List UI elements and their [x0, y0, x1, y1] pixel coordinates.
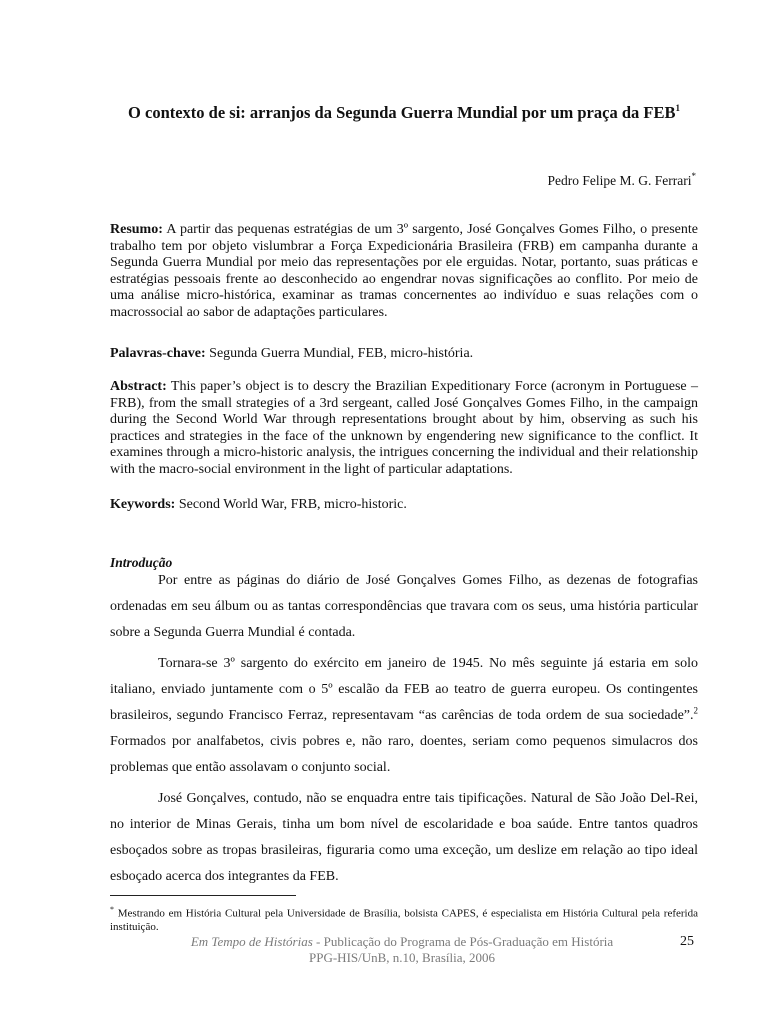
footnote-text: Mestrando em História Cultural pela Universidade de Brasília, bolsista CAPES, é especialista em História Cultural pela referida instituição.	[110, 907, 698, 933]
page-number: 25	[680, 934, 694, 949]
resumo-text: A partir das pequenas estratégias de um 3º sargento, José Gonçalves Gomes Filho, o presente trabalho tem por objeto vislumbrar a Força Expedicionária Brasileira (FRB) em campanha durante a Segunda Guerra Mundial por meio das representações por ele erguidas. Notar, portanto, suas práticas e estratégias pessoais frente ao desconhecido ao engendrar novas significações ao conflito. Por meio de uma análise micro-histórica, examinar as tramas concernentes ao indivíduo e suas relações com o macrossocial ao sabor de adaptações particulares.	[110, 222, 698, 320]
footnote-divider	[110, 895, 296, 896]
footer-line-1	[170, 934, 634, 950]
paragraph-3: José Gonçalves, contudo, não se enquadra entre tais tipificações. Natural de São João Del-Rei, no interior de Minas Gerais, tinha um bom nível de escolaridade e boa saúde. Entre tantos quadros esboçados sobre as tropas brasileiras, figuraria como uma exceção, um deslize em relação ao tipo ideal esboçado acerca dos integrantes da FEB.	[110, 791, 698, 884]
resumo-label: Resumo:	[110, 222, 163, 237]
page-footer	[170, 934, 634, 966]
abstract-text: This paper’s object is to descry the Brazilian Expeditionary Force (acronym in Portuguese – FRB), from the small strategies of a 3rd sergeant, called José Gonçalves Gomes Filho, in the campaign during the Second World War through representations brought about by him, observing as such his practices and strategies in the face of the unknown by engendering new significance to the conflict. It examines through a micro-historic analysis, the intrigues concerning the individual and their relationship with the macro-social environment in the light of particular adaptations.	[110, 379, 699, 477]
abstract-label: Abstract:	[110, 379, 167, 394]
palavras-chave-block	[110, 346, 698, 363]
author-name: Pedro Felipe M. G. Ferrari	[547, 173, 692, 188]
paragraph-2-text-b: Formados por analfabetos, civis pobres e, não raro, doentes, seriam como pequenos simulacros dos problemas que então assolavam o conjunto social.	[110, 734, 698, 775]
palavras-chave-label: Palavras-chave:	[110, 346, 206, 361]
footer-publication-text: - Publicação do Programa de Pós-Graduação em História	[312, 934, 614, 949]
footnote	[110, 903, 698, 934]
footnote-mark: *	[110, 905, 114, 914]
author-footnote-mark: *	[691, 170, 696, 181]
title-text: O contexto de si: arranjos da Segunda Guerra Mundial por um praça da FEB	[128, 103, 676, 122]
paragraph-2-text-a: Tornara-se 3º sargento do exército em janeiro de 1945. No mês seguinte já estaria em solo italiano, enviado juntamente com o 5º escalão da FEB ao teatro de guerra europeu. Os contingentes brasileiros, segundo Francisco Ferraz, representavam “as carências de toda ordem de sua sociedade”.	[110, 656, 698, 723]
article-title	[110, 102, 698, 123]
author-line	[547, 170, 696, 189]
title-footnote-mark: 1	[675, 102, 680, 113]
paragraph-2	[110, 651, 698, 781]
keywords-text: Second World War, FRB, micro-historic.	[178, 497, 407, 512]
paragraph-2-footnote-mark: 2	[693, 705, 698, 716]
abstract-block	[110, 379, 698, 478]
journal-name: Em Tempo de Histórias	[190, 934, 313, 949]
footer-line-2: PPG-HIS/UnB, n.10, Brasília, 2006	[309, 950, 495, 965]
palavras-chave-text: Segunda Guerra Mundial, FEB, micro-história.	[209, 346, 474, 361]
keywords-block	[110, 497, 698, 514]
resumo-block	[110, 222, 698, 321]
section-heading-introducao: Introdução	[110, 555, 173, 570]
keywords-label: Keywords:	[110, 497, 176, 512]
paragraph-1: Por entre as páginas do diário de José Gonçalves Gomes Filho, as dezenas de fotografias ordenadas em seu álbum ou as tantas correspondências que travara com os seus, uma história particular sobre a Segunda Guerra Mundial é contada.	[110, 573, 698, 640]
